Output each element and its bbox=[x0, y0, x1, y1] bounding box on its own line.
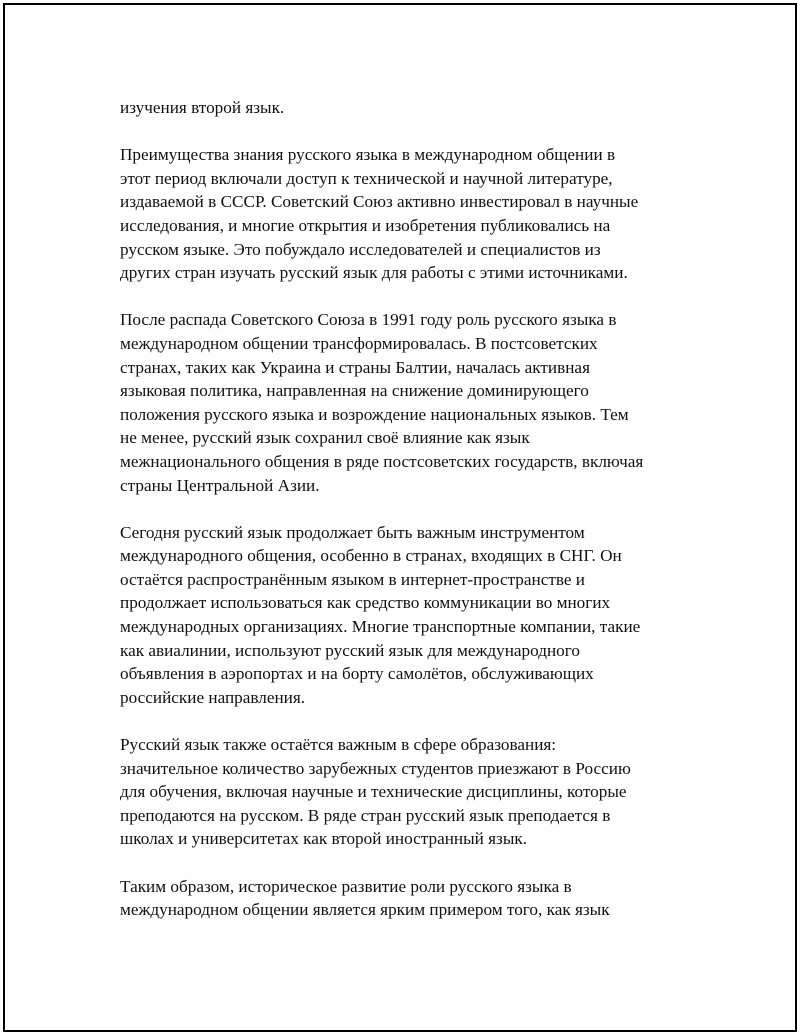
text-line: преподаются на русском. В ряде стран русский язык преподается в bbox=[120, 805, 611, 825]
text-line: международного общения, особенно в странах, входящих в СНГ. Он bbox=[120, 546, 622, 566]
text-line: продолжает использоваться как средство коммуникации во многих bbox=[120, 593, 611, 613]
text-line: Преимущества знания русского языка в международном общении в bbox=[120, 145, 616, 165]
text-line: После распада Советского Союза в 1991 году роль русского языка в bbox=[120, 310, 617, 330]
text-line: Русский язык также остаётся важным в сфере образования: bbox=[120, 735, 557, 755]
text-line: международных организациях. Многие транспортные компании, такие bbox=[120, 617, 641, 637]
text-line: остаётся распространённым языком в интернет-пространстве и bbox=[120, 569, 585, 589]
text-line: языковая политика, направленная на снижение доминирующего bbox=[120, 381, 589, 401]
text-line: для обучения, включая научные и технические дисциплины, которые bbox=[120, 782, 627, 802]
paragraph-6 bbox=[120, 875, 700, 922]
text-line: международном общении является ярким примером того, как язык bbox=[120, 900, 610, 920]
text-line: русском языке. Это побуждало исследователей и специалистов из bbox=[120, 239, 601, 259]
text-line: международном общении трансформировалась. В постсоветских bbox=[120, 333, 598, 353]
text-line: не менее, русский язык сохранил своё влияние как язык bbox=[120, 428, 530, 448]
text-line: других стран изучать русский язык для работы с этими источниками. bbox=[120, 263, 628, 283]
text-line: Таким образом, историческое развитие роли русского языка в bbox=[120, 876, 572, 896]
text-line: издаваемой в СССР. Советский Союз активно инвестировал в научные bbox=[120, 192, 639, 212]
document-body bbox=[120, 96, 700, 945]
text-line: как авиалинии, используют русский язык для международного bbox=[120, 640, 580, 660]
paragraph-2 bbox=[120, 143, 700, 285]
text-line: исследования, и многие открытия и изобретения публиковались на bbox=[120, 215, 611, 235]
text-line: положения русского языка и возрождение национальных языков. Тем bbox=[120, 404, 629, 424]
text-line: объявления в аэропортах и на борту самолётов, обслуживающих bbox=[120, 664, 594, 684]
text-line: этот период включали доступ к технической и научной литературе, bbox=[120, 168, 613, 188]
paragraph-3 bbox=[120, 308, 700, 497]
paragraph-5 bbox=[120, 733, 700, 851]
text-line: изучения второй язык. bbox=[120, 98, 285, 117]
paragraph-4 bbox=[120, 521, 700, 710]
text-line: школах и университетах как второй иностранный язык. bbox=[120, 829, 528, 849]
text-line: межнационального общения в ряде постсоветских государств, включая bbox=[120, 451, 644, 471]
text-line: страны Центральной Азии. bbox=[120, 475, 320, 495]
text-line: значительное количество зарубежных студентов приезжают в Россию bbox=[120, 758, 631, 778]
text-line: Сегодня русский язык продолжает быть важным инструментом bbox=[120, 522, 585, 542]
text-line: странах, таких как Украина и страны Балтии, началась активная bbox=[120, 357, 590, 377]
text-line: российские направления. bbox=[120, 687, 306, 707]
paragraph-1 bbox=[120, 96, 700, 120]
document-page bbox=[3, 3, 797, 1032]
